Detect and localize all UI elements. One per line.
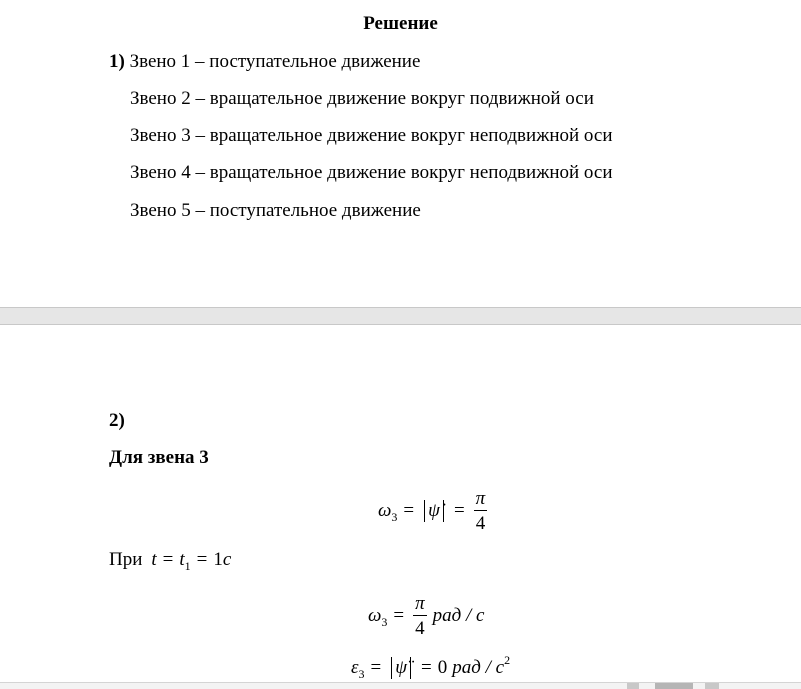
solution-item-1 (109, 51, 420, 73)
epsilon-subscript: 3 (358, 666, 365, 681)
solution-item-2-number: 2) (109, 410, 125, 431)
omega-symbol: ω (368, 605, 382, 626)
page-separator (0, 307, 801, 325)
print-layout-icon[interactable] (655, 683, 693, 689)
document-page-1 (0, 0, 801, 307)
abs-psi-dot: ψ̇ (424, 500, 444, 522)
equals-sign: = (370, 657, 382, 678)
time-condition (109, 547, 231, 573)
equals-sign-2: = (196, 549, 208, 570)
time-variable: t (151, 549, 157, 570)
section-title: Решение (363, 13, 438, 34)
time-value: 1 (213, 549, 223, 570)
equals-sign: = (393, 605, 405, 626)
angular-velocity-unit: рад / с (432, 605, 485, 626)
time-t1: t (179, 549, 185, 570)
fraction-numerator: π (475, 488, 486, 509)
time-t1-subscript: 1 (184, 558, 191, 573)
epsilon-symbol: ε (351, 657, 359, 678)
epsilon-value: 0 (437, 657, 448, 678)
fraction-denominator: 4 (415, 618, 425, 639)
item-number: 1) (109, 51, 125, 72)
omega-symbol: ω (378, 500, 392, 521)
document-page-2 (0, 325, 801, 682)
equals-sign-2: = (453, 500, 465, 521)
omega-subscript: 3 (391, 509, 398, 524)
web-layout-icon[interactable] (705, 683, 719, 689)
equals-sign-2: = (421, 657, 432, 678)
solution-line-4: Звено 4 – вращательное движение вокруг неподвижной оси (130, 162, 613, 183)
solution-line-2: Звено 2 – вращательное движение вокруг подвижной оси (130, 88, 594, 109)
equals-sign: = (162, 549, 174, 570)
formula-epsilon (351, 652, 511, 681)
equals-sign: = (403, 500, 415, 521)
read-mode-icon[interactable] (627, 683, 639, 689)
formula-omega-abs (378, 487, 490, 535)
unit-exponent: 2 (504, 652, 511, 667)
fraction-denominator: 4 (475, 513, 486, 534)
abs-psi-ddot: ψ̈ (391, 657, 411, 679)
time-unit: c (222, 549, 232, 570)
fraction-numerator: π (415, 593, 425, 614)
fraction-pi-4 (413, 594, 427, 638)
omega-subscript: 3 (381, 614, 388, 629)
solution-line-3: Звено 3 – вращательное движение вокруг неподвижной оси (130, 125, 613, 146)
formula-omega-value (368, 592, 485, 640)
link-3-heading: Для звена 3 (109, 447, 209, 468)
fraction-pi-4 (474, 489, 488, 533)
solution-line-5: Звено 5 – поступательное движение (130, 200, 421, 221)
angular-acceleration-unit: рад / с (452, 657, 505, 678)
condition-prefix: При (109, 549, 143, 570)
item-text: Звено 1 – поступательное движение (129, 51, 421, 72)
